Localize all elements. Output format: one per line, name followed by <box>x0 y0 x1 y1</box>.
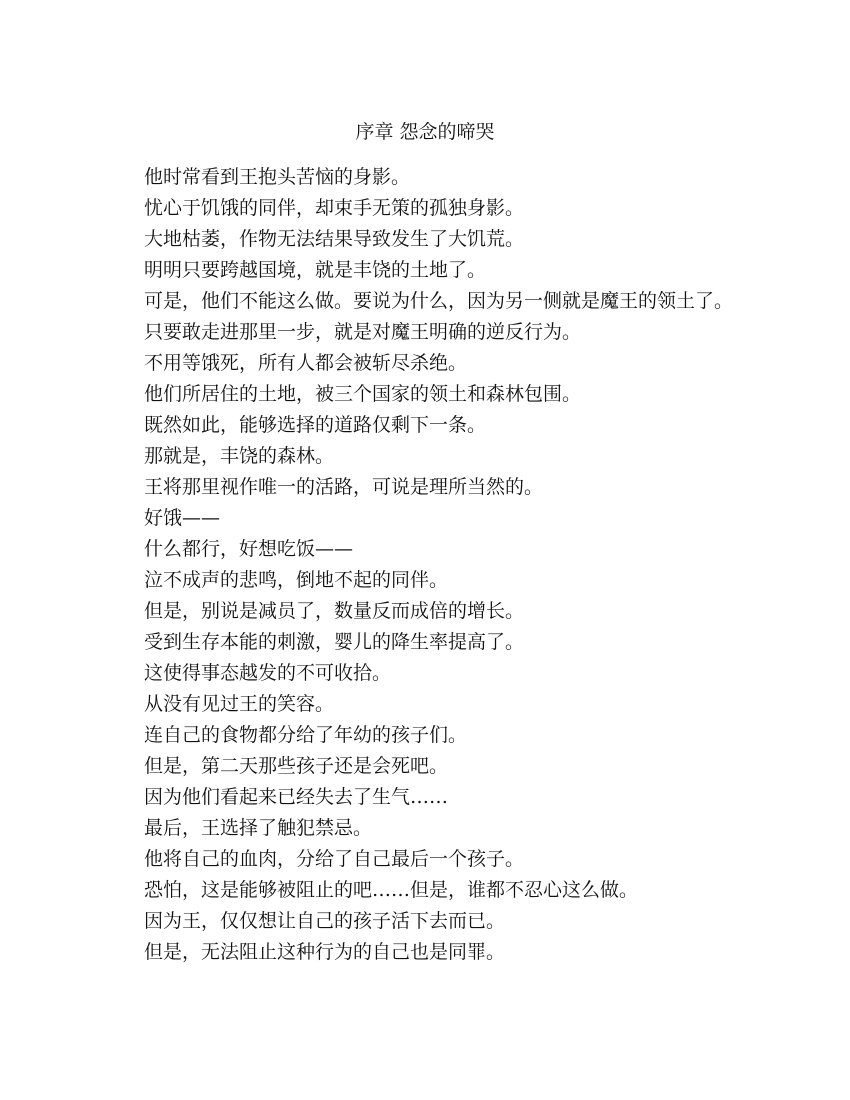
chapter-body <box>108 162 756 968</box>
paragraph: 可是，他们不能这么做。要说为什么，因为另一侧就是魔王的领土了。 <box>144 290 734 312</box>
paragraph: 但是，别说是减员了，数量反而成倍的增长。 <box>144 600 525 622</box>
paragraph: 最后，王选择了触犯禁忌。 <box>144 817 373 839</box>
paragraph: 王将那里视作唯一的活路，可说是理所当然的。 <box>144 476 544 498</box>
paragraph: 什么都行，好想吃饭—— <box>144 538 354 560</box>
chapter-title: 序章 怨念的啼哭 <box>355 121 495 143</box>
paragraph: 好饿—— <box>144 507 221 529</box>
paragraph: 因为王，仅仅想让自己的孩子活下去而已。 <box>144 910 506 932</box>
paragraph: 明明只要跨越国境，就是丰饶的土地了。 <box>144 259 487 281</box>
paragraph: 大地枯萎，作物无法结果导致发生了大饥荒。 <box>144 228 525 250</box>
paragraph: 受到生存本能的刺激，婴儿的降生率提高了。 <box>144 631 525 653</box>
paragraph: 只要敢走进那里一步，就是对魔王明确的逆反行为。 <box>144 321 582 343</box>
paragraph: 泣不成声的悲鸣，倒地不起的同伴。 <box>144 569 449 591</box>
paragraph: 他时常看到王抱头苦恼的身影。 <box>144 166 411 188</box>
paragraph: 忧心于饥饿的同伴，却束手无策的孤独身影。 <box>144 197 525 219</box>
paragraph: 那就是，丰饶的森林。 <box>144 445 335 467</box>
paragraph: 既然如此，能够选择的道路仅剩下一条。 <box>144 414 487 436</box>
paragraph: 他将自己的血肉，分给了自己最后一个孩子。 <box>144 848 525 870</box>
paragraph: 这使得事态越发的不可收拾。 <box>144 662 392 684</box>
paragraph: 但是，第二天那些孩子还是会死吧。 <box>144 755 449 777</box>
paragraph: 他们所居住的土地，被三个国家的领土和森林包围。 <box>144 383 582 405</box>
paragraph: 不用等饿死，所有人都会被斩尽杀绝。 <box>144 352 468 374</box>
paragraph: 但是，无法阻止这种行为的自己也是同罪。 <box>144 941 506 963</box>
paragraph: 连自己的食物都分给了年幼的孩子们。 <box>144 724 468 746</box>
paragraph: 因为他们看起来已经失去了生气…… <box>144 786 449 808</box>
paragraph: 从没有见过王的笑容。 <box>144 693 335 715</box>
paragraph: 恐怕，这是能够被阻止的吧……但是，谁都不忍心这么做。 <box>144 879 639 901</box>
